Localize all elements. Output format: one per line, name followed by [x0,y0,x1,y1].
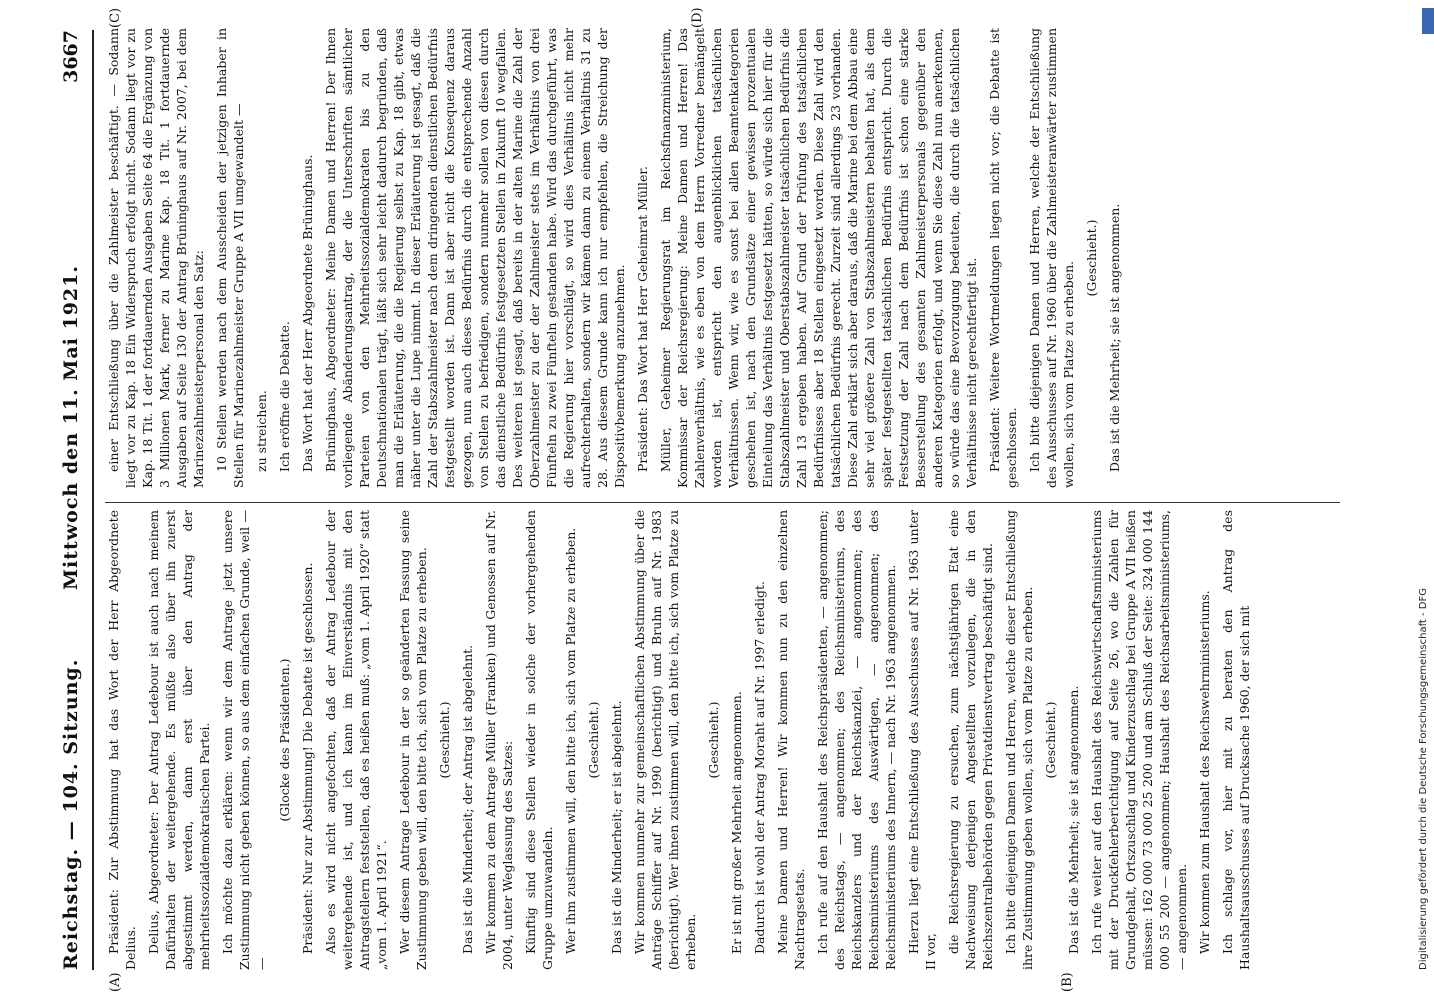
paragraph: Ich möchte dazu erklären: wenn wir dem Antrage jetzt unsere Zustimmung nicht geben können, so aus dem einfachen Grunde, weil — — [220,510,269,970]
paragraph: Brüninghaus, Abgeordneter: Meine Damen und Herren! Der Ihnen vorliegende Abänderungsantrag, der die Unterschriften sämtlicher Parteien von den Mehrheitssozialdemokraten bis zu den Deutschnationalen trägt, läßt sich sehr leicht dadurch begründen, daß man die Erläuterung, die die Regierung selbst zu Kap. 18 gibt, etwas näher unter die Lupe nimmt. In dieser Erläuterung ist gesagt, daß die Zahl der Stabszahlmeister nach dem dringenden dienstlichen Bedürfnis festgestellt worden ist. Dann ist aber nicht die Konsequenz daraus gezogen, nun auch dieses Bedürfnis durch die entsprechende Anzahl von Stellen zu befriedigen, sondern nunmehr sollen von diesen durch das dienstliche Bedürfnis festgesetzten Stellen in Zukunft 10 wegfallen. Des weiteren ist gesagt, daß bereits in der alten Marine die Zahl der Oberzahlmeister zu der der Zahlmeister stets im Verhältnis von drei Fünfteln zu zwei Fünfteln gestanden habe. Wird das durchgeführt, was die Regierung hier vorschlägt, so wird dies Verhältnis nicht mehr aufrechterhalten, sondern wir kämen dann zu einem Verhältnis 31 zu 28. Aus diesem Grunde kann ich nur empfehlen, die Streichung der Dispositivbemerkung anzunehmen. [323,28,627,488]
paragraph: Künftig sind diese Stellen wieder in solche der vorhergehenden Gruppe umzuwandeln. [523,510,555,970]
margin-marker-c: (C) [108,7,123,28]
paragraph: (Geschieht.) [437,701,452,779]
paragraph: Hierzu liegt eine Entschließung des Ausschusses auf Nr. 1963 unter II vor, [906,510,938,970]
margin-marker-d: (D) [690,7,705,28]
paragraph: Präsident: Weitere Wortmeldungen liegen nicht vor; die Debatte ist geschlossen. [987,28,1019,488]
paragraph: 10 Stellen werden nach dem Ausscheiden der jetzigen Inhaber in Stellen für Marinezahlmeister Gruppe A VII umgewandelt — [214,28,246,488]
paragraph: Das ist die Mehrheit; sie ist angenommen. [1107,203,1122,472]
paragraph: Präsident: Nur zur Abstimmung! Die Debatte ist geschlossen. [300,562,315,954]
paragraph: Das ist die Minderheit; der Antrag ist abgelehnt. [460,644,475,954]
paragraph: Präsident: Das Wort hat Herr Geheimrat Müller. [635,166,650,472]
paragraph: Wir kommen zu dem Antrage Müller (Franken) und Genossen auf Nr. 2004, unter Weglassung des Satzes: [483,510,515,970]
margin-marker-b: (B) [1060,972,1075,992]
left-text-column [105,510,1259,970]
paragraph: Dadurch ist wohl der Antrag Moraht auf Nr. 1997 erledigt. [752,581,767,954]
paragraph: Wer diesem Antrage Ledebour in der so geänderten Fassung seine Zustimmung geben will, den bitte ich, sich vom Platze zu erheben. [397,510,429,970]
paragraph: Ich rufe auf den Haushalt des Reichspräsidenten, — angenommen; des Reichstags, — angenommen; des Reichsministeriums, des Reichskanzlers und der Reichskanzlei, — angenommen; des Reichsministeriums des Auswärtigen, — angenommen; des Reichsministeriums des Innern, — nach Nr. 1963 angenommen. [815,510,898,970]
dfg-logo [1422,8,1434,34]
paragraph: Delius, Abgeordneter: Der Antrag Ledebour ist auch nach meinem Dafürhalten der weitergehende. Es müßte also über ihn zuerst abgestimmt werden, dann erst über den Antrag der mehrheitssozialdemokratischen Partei. [146,510,212,970]
paragraph: einer Entschließung über die Zahlmeister beschäftigt. — Sodann liegt vor zu Kap. 18 Ein Widerspruch erfolgt nicht. Sodann liegt vor zu Kap. 18 Tit. 1 der fortdauernden Ausgaben Seite 64 die Ergänzung von 3 Millionen Mark, ferner zu Marine Kap. 18 Tit. 1 fortdauernde Ausgaben auf Seite 130 der Antrag Brüninghaus auf Nr. 2007, bei dem Marinezahlmeisterpersonal den Satz: [106,28,206,488]
paragraph: (Geschieht.) [706,701,721,779]
header-left: Reichstag. — 104. Sitzung. [60,658,82,970]
page-header [60,30,100,970]
paragraph: (Geschieht.) [586,701,601,779]
header-rule [92,30,94,970]
paragraph: Das Wort hat der Herr Abgeordnete Brüninghaus. [300,154,315,472]
paragraph: Wer ihm zustimmen will, den bitte ich, sich vom Platze zu erheben. [563,527,578,954]
paragraph: (Geschieht.) [1043,701,1058,779]
paragraph: Das ist die Mehrheit; sie ist angenommen. [1066,685,1081,954]
paragraph: Er ist mit großer Mehrheit angenommen. [729,691,744,954]
margin-marker-a: (A) [108,972,123,992]
paragraph: Das ist die Minderheit; er ist abgelehnt. [609,700,624,954]
paragraph: Ich rufe weiter auf den Haushalt des Reichswirtschaftsministeriums mit der Druckfehlerberichtigung auf Seite 26, wo die Zahlen für Grundgehalt, Ortszuschlag und Kinderzuschlag bei Gruppe A VII heißen müssen: 162 000 73 000 25 200 und am Schluß der Seite: 324 000 144 000 55 200 — angenommen; Haushalt des Reichsarbeitsministeriums, — angenommen. [1089,510,1189,970]
paragraph: Also es wird nicht angefochten, daß der Antrag Ledebour der weitergehende ist, und ich kann im Einverständnis mit den Antragstellern feststellen, daß es heißen muß: „vom 1. April 1920“ statt „vom 1. April 1921“. [323,510,389,970]
paragraph: Ich eröffne die Debatte. [277,321,292,472]
paragraph: Meine Damen und Herren! Wir kommen nun zu den einzelnen Nachtragsetats. [775,510,807,970]
paragraph: die Reichsregierung zu ersuchen, zum nächstjährigen Etat eine Nachweisung derjenigen Angestellten vorzulegen, die in den Reichszentralbehörden gegen Privatdienstvertrag beschäftigt sind. [946,510,995,970]
column-divider [105,502,1340,503]
paragraph: (Geschieht.) [1084,219,1099,297]
side-note-text: Digitalisierung gefördert durch die Deutsche Forschungsgemeinschaft - DFG [1418,587,1429,970]
paragraph: Wir kommen nunmehr zur gemeinschaftlichen Abstimmung über die Anträge Schiffer auf Nr. 1990 (berichtigt) und Bruhn auf Nr. 1983 (berichtigt). Wer ihnen zustimmen will, den bitte ich, sich vom Platze zu erheben. [632,510,698,970]
paragraph: Wir kommen zum Haushalt des Reichswehrministeriums. [1197,590,1212,954]
paragraph: Ich bitte diejenigen Damen und Herren, welche dieser Entschließung ihre Zustimmung geben wollen, sich vom Platze zu erheben. [1003,510,1035,970]
paragraph: zu streichen. [254,390,269,472]
paragraph: (Glocke des Präsidenten.) [277,658,292,822]
paragraph: Präsident: Zur Abstimmung hat das Wort der Herr Abgeordnete Delius. [106,510,138,970]
side-note [1418,40,1432,970]
header-date: Mittwoch den 11. Mai 1921. [60,265,82,590]
paragraph: Ich bitte diejenigen Damen und Herren, welche der Entschließung des Ausschusses auf Nr. 1960 über die Zahlmeisteranwärter zustimmen wollen, sich vom Platze zu erheben. [1027,28,1076,488]
paragraph: Müller, Geheimer Regierungsrat im Reichsfinanzministerium, Kommissar der Reichsregierung: Meine Damen und Herren! Das Zahlenverhältnis, wie es eben von dem Herrn Vorredner bemängelt worden ist, entspricht den augenblicklichen tatsächlichen Verhältnissen. Wenn wir, wie es sonst bei allen Beamtenkategorien geschehen ist, nach den Grundsätze einer gewissen prozentualen Einteilung das Verhältnis festgesetzt hätten, so würde sich hier für die Stabszahlmeister und Oberstabszahlmeister tatsächlichen Bedürfnis die Zahl 13 ergeben haben. Auf Grund der Prüfung des tatsächlichen Bedürfnisses aber 18 Stellen eingesetzt worden. Diese Zahl wird den tatsächlichen Bedürfnis gerecht. Zurzeit sind allerdings 23 vorhanden. Diese Zahl erklärt sich aber daraus, daß die Marine bei dem Abbau eine sehr viel größere Zahl von Stabszahlmeistern behalten hat, als dem später festgestellten tatsächlichen Bedürfnis entspricht. Durch die Festsetzung der Zahl nach dem Bedürfnis ist schon eine starke Besserstellung des gesamten Zahlmeisterpersonals gegenüber den anderen Kategorien erfolgt, und wenn Sie diese Zahl nun anerkennen, so würde das eine Bevorzugung bedeuten, die durch die tatsächlichen Verhältnisse nicht gerechtfertigt ist. [658,28,979,488]
paragraph: Ich schlage vor, hier mit zu beraten den Antrag des Haushaltsausschusses auf Drucksache 1960, der sich mit [1220,510,1252,970]
page-number: 3667 [60,30,82,83]
right-text-column [105,28,1129,488]
